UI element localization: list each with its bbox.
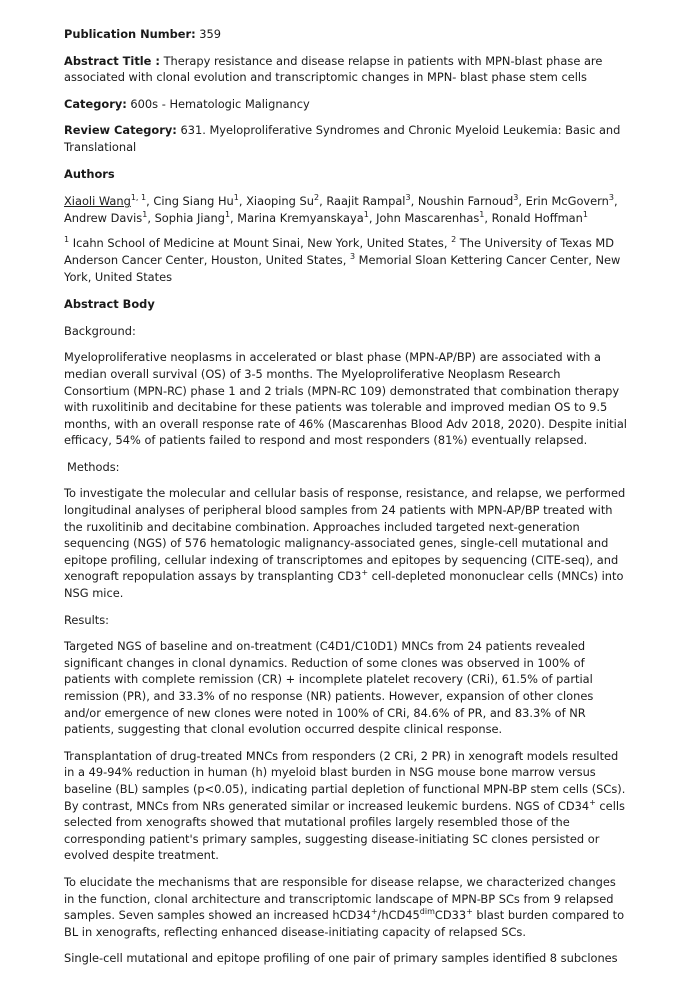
affiliation-text: Icahn School of Medicine at Mount Sinai, New York, United States, bbox=[69, 236, 452, 251]
category-label: Category: bbox=[64, 96, 127, 111]
author-name: Noushin Farnoud bbox=[417, 194, 514, 209]
publication-number-value: 359 bbox=[199, 27, 222, 41]
methods-text-a: To investigate the molecular and cellular basis of response, resistance, and relapse, we performed longitudinal analyses of peripheral blood samples from 24 patients with MPN-AP/BP treated with the ruxolitinib and decitabine combination. Approaches included targeted next-generation sequencing (NGS) of 576 hematologic malignancy-associated genes, single-cell mutational and epitope profiling, cellular indexing of transcriptomes and epitopes by sequencing (CITE-seq), and xenograft repopulation assays by transplanting CD3 bbox=[64, 486, 626, 584]
results-p2-sup: + bbox=[589, 797, 596, 807]
author-name: Erin McGovern bbox=[525, 194, 609, 209]
abstract-title-label: Abstract Title : bbox=[64, 53, 160, 68]
affiliation-list bbox=[64, 235, 629, 285]
author-affiliation-sup: 1 bbox=[142, 209, 148, 219]
author-affiliation-sup: 2 bbox=[313, 193, 320, 203]
author-separator: , bbox=[147, 210, 155, 225]
review-category-value: 631. Myeloproliferative Syndromes and Chronic Myeloid Leukemia: Basic and Translational bbox=[64, 123, 621, 154]
results-paragraph-4: Single-cell mutational and epitope profiling of one pair of primary samples identified 8 subclones bbox=[64, 951, 618, 966]
author-list bbox=[64, 193, 629, 226]
author-name: Xiaoping Su bbox=[246, 194, 314, 209]
author-name: Marina Kremyanskaya bbox=[237, 210, 364, 225]
author-affiliation-sup: 1 bbox=[363, 209, 369, 219]
author-separator: , bbox=[484, 210, 492, 225]
affiliation-text: The University of Texas MD Anderson Cancer Center, Houston, United States, bbox=[64, 236, 614, 267]
author-separator: , bbox=[613, 194, 618, 209]
category-value: 600s - Hematologic Malignancy bbox=[130, 96, 310, 111]
author-affiliation-sup: 1 bbox=[582, 209, 588, 219]
affiliation-sup: 1 bbox=[64, 235, 70, 245]
author-name: Cing Siang Hu bbox=[153, 194, 234, 209]
results-p3-text-d: blast burden compared to BL in xenografts, reflecting enhanced disease-initiating capacity of relapsed SCs. bbox=[64, 908, 625, 939]
author-affiliation-sup: 1, 1 bbox=[130, 193, 147, 203]
author-affiliation-sup: 3 bbox=[513, 193, 519, 203]
results-paragraph-3 bbox=[64, 874, 629, 940]
results-p3-sup-1: + bbox=[370, 907, 378, 917]
author-name: John Mascarenhas bbox=[376, 210, 480, 225]
author-separator: , bbox=[238, 194, 247, 209]
methods-text-b: cell-depleted mononuclear cells (MNCs) into NSG mice. bbox=[64, 569, 624, 601]
author-affiliation-sup: 1 bbox=[233, 193, 239, 203]
methods-paragraph bbox=[64, 485, 629, 601]
author-affiliation-sup: 1 bbox=[224, 209, 231, 219]
background-heading: Background: bbox=[64, 323, 136, 338]
author-name[interactable]: Xiaoli Wang bbox=[64, 194, 131, 209]
publication-number bbox=[64, 26, 629, 43]
author-name: Ronald Hoffman bbox=[491, 210, 583, 225]
results-paragraph-1: Targeted NGS of baseline and on-treatment (C4D1/C10D1) MNCs from 24 patients revealed significant changes in clonal dynamics. Reduction of some clones was observed in 100% of patients with complete remission (CR) + incomplete platelet recovery (CRi), 61.5% of partial remission (PR), and 33.3% of no response (NR) patients. However, expansion of other clones and/or emergence of new clones were noted in 100% of CRi, 84.6% of PR, and 83.3% of NR patients, suggesting that clonal evolution occurred despite clinical response. bbox=[64, 639, 594, 737]
results-p3-sup-2: dim bbox=[419, 907, 435, 917]
results-p2-text-a: Transplantation of drug-treated MNCs from responders (2 CRi, 2 PR) in xenograft models resulted in a 49-94% reduction in human (h) myeloid blast burden in NSG mouse bone marrow versus baseline (BL) samples (p<0.05), indicating partial depletion of functional MPN-BP stem cells (SCs). By contrast, MNCs from NRs generated similar or increased leukemic burdens. NGS of CD34 bbox=[64, 748, 626, 813]
author-separator: , bbox=[410, 194, 418, 209]
review-category bbox=[64, 122, 629, 155]
results-heading: Results: bbox=[64, 612, 109, 627]
results-p3-text-c: CD33 bbox=[434, 908, 467, 923]
results-p3-text-a: To elucidate the mechanisms that are responsible for disease relapse, we characterized changes in the function, clonal architecture and transcriptomic landscape of MPN-BP SCs from 9 relapsed samples. Seven samples showed an increased hCD34 bbox=[64, 874, 616, 923]
author-affiliation-sup: 1 bbox=[479, 209, 485, 219]
results-p3-sup-3: + bbox=[466, 907, 473, 917]
author-separator: , bbox=[518, 194, 526, 209]
abstract-body-heading: Abstract Body bbox=[64, 297, 155, 312]
author-name: Andrew Davis bbox=[64, 210, 143, 225]
author-separator: , bbox=[230, 210, 238, 225]
author-separator: , bbox=[146, 194, 154, 209]
author-separator: , bbox=[368, 210, 377, 225]
results-p3-text-b: /hCD45 bbox=[377, 908, 420, 923]
methods-heading: Methods: bbox=[67, 459, 120, 474]
affiliation-text: Memorial Sloan Kettering Cancer Center, New York, United States bbox=[64, 252, 621, 284]
affiliation-sup: 2 bbox=[451, 235, 457, 245]
review-category-label: Review Category: bbox=[64, 123, 177, 138]
author-name: Raajit Rampal bbox=[326, 194, 406, 209]
affiliation-sup: 3 bbox=[349, 252, 356, 262]
abstract-title-value: Therapy resistance and disease relapse in patients with MPN-blast phase are associated with clonal evolution and transcriptomic changes in MPN- blast phase stem cells bbox=[64, 53, 603, 85]
background-paragraph: Myeloproliferative neoplasms in accelerated or blast phase (MPN-AP/BP) are associated with a median overall survival (OS) of 3-5 months. The Myeloproliferative Neoplasm Research Consortium (MPN-RC) phase 1 and 2 trials (MPN-RC 109) demonstrated that combination therapy with ruxolitinib and decitabine for these patients was tolerable and improved median OS to 9.5 months, with an overall response rate of 46% (Mascarenhas Blood Adv 2018, 2020). Despite initial efficacy, 54% of patients failed to respond and most responders (81%) eventually relapsed. bbox=[64, 350, 627, 448]
publication-number-label: Publication Number: bbox=[64, 27, 196, 41]
results-paragraph-2 bbox=[64, 748, 629, 864]
author-separator: , bbox=[319, 194, 327, 209]
authors-heading: Authors bbox=[64, 166, 115, 181]
results-p2-text-b: cells selected from xenografts showed that mutational profiles largely resembled those of the corresponding patient's primary samples, suggesting disease-initiating SC clones persisted or evolved despite treatment. bbox=[64, 798, 625, 863]
author-name: Sophia Jiang bbox=[154, 210, 225, 225]
abstract-title bbox=[64, 53, 629, 86]
author-affiliation-sup: 3 bbox=[608, 193, 614, 203]
category bbox=[64, 96, 629, 113]
methods-sup: + bbox=[361, 568, 369, 578]
author-affiliation-sup: 3 bbox=[405, 193, 411, 203]
